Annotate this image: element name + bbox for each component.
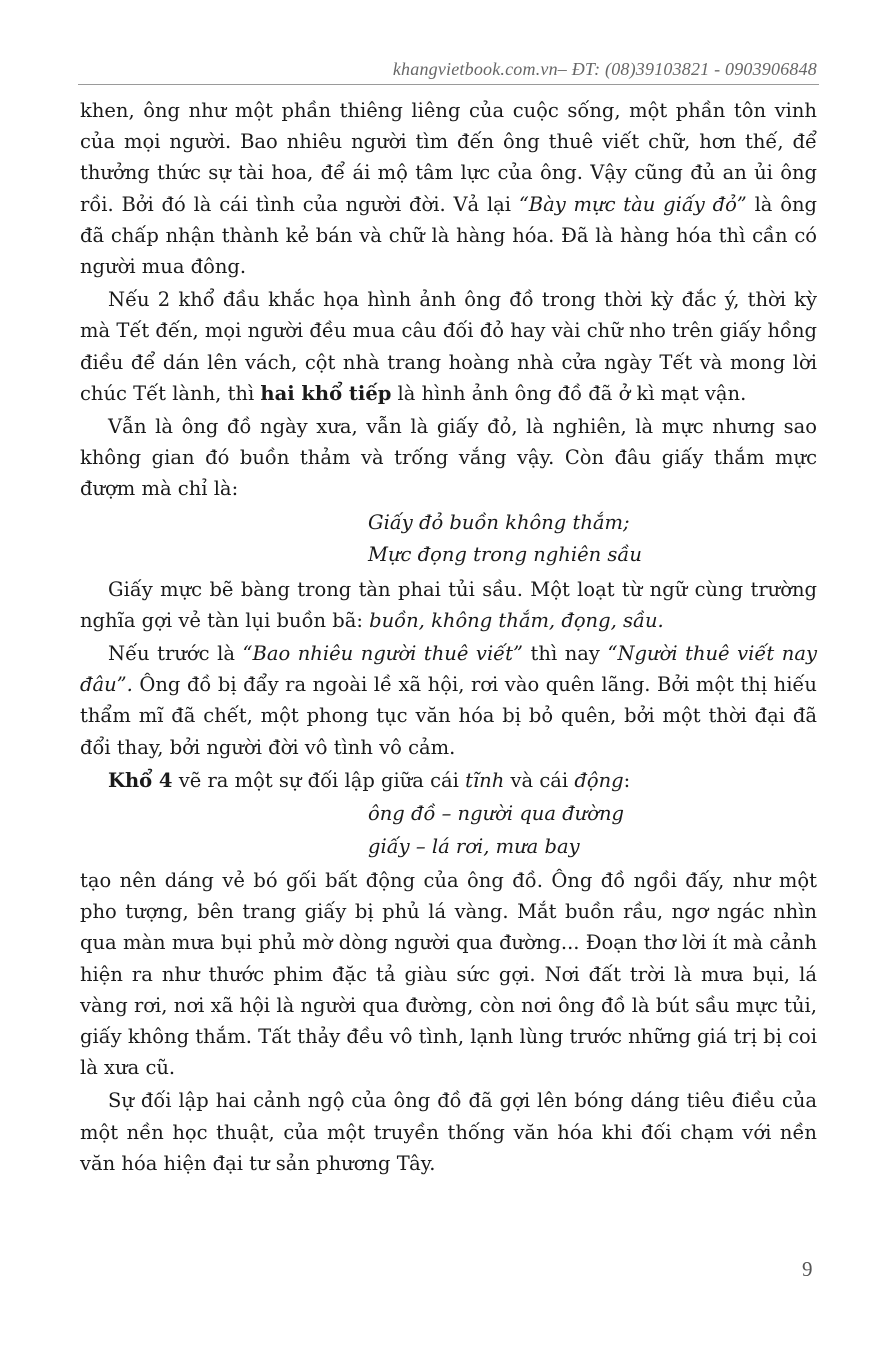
paragraph-5-mid: thì nay [523,642,608,666]
paragraph-4-text: Giấy mực bẽ bàng trong tàn phai tủi sầu. Một loạt từ ngữ cùng trường nghĩa gợi vẻ tàn lụi buồn bã: [80,577,817,632]
paragraph-4 [80,574,817,636]
paragraph-2 [80,284,817,409]
paragraph-6-bold: Khổ 4 [108,768,173,792]
paragraph-5 [80,638,817,763]
paragraph-1-text: khen, ông như một phần thiêng liêng của cuộc sống, một phần tôn vinh của mọi người. Bao nhiêu người tìm đến ông thuê viết chữ, hơn thế, để thưởng thức sự tài hoa, để ái mộ tâm lực của ông. Vậy cũng đủ an ủi ông rồi. Bởi đó là cái tình của người đời. Vả lại [80,99,817,216]
paragraph-3: Vẫn là ông đồ ngày xưa, vẫn là giấy đỏ, là nghiên, là mực nhưng sao không gian đó buồn thảm và trống vắng vậy. Còn đâu giấy thắm mực đượm mà chỉ là: [80,415,817,501]
paragraph-6-italic-2: động [574,768,624,792]
paragraph-7: tạo nên dáng vẻ bó gối bất động của ông đồ. Ông đồ ngồi đấy, như một pho tượng, bên trang giấy bị phủ lá vàng. Mắt buồn rầu, ngơ ngác nhìn qua màn mưa bụi phủ mờ dòng người qua đường... Đoạn thơ lời ít mà cảnh hiện ra như thước phim đặc tả giàu sức gợi. Nơi đất trời là mưa bụi, lá vàng rơi, nơi xã hội là người qua đường, còn nơi ông đồ là bút sầu mực tủi, giấy không thắm. Tất thảy đều vô tình, lạnh lùng trước những giá trị bị coi là xưa cũ. [80,869,817,1080]
paragraph-2-bold: hai khổ tiếp [260,381,392,405]
verse-2-line-2: giấy – lá rơi, mưa bay [368,834,580,858]
paragraph-2-text: Nếu 2 khổ đầu khắc họa hình ảnh ông đồ trong thời kỳ đắc ý, thời kỳ mà Tết đến, mọi người đều mua câu đối đỏ hay vài chữ nho trên giấy hồng điều để dán lên vách, cột nhà trang hoàng nhà cửa ngày Tết và mong lời chúc Tết lành, thì [80,288,817,405]
paragraph-5-text: Nếu trước là [108,642,243,666]
paragraph-1-end: là ông đã chấp nhận thành kẻ bán và chữ là hàng hóa. Đã là hàng hóa thì cần có người mua đông. [80,192,817,279]
paragraph-2-end: là hình ảnh ông đồ đã ở kì mạt vận. [391,381,747,405]
verse-1-line-2: Mực đọng trong nghiên sầu [368,543,642,567]
verse-block-1 [80,507,817,572]
page-header [78,58,819,85]
paragraph-6-end: : [623,768,631,792]
verse-2-line-1: ông đồ – người qua đường [368,802,625,826]
header-publisher-contact: khangvietbook.com.vn– ĐT: (08)39103821 - 0903906848 [392,59,817,79]
paragraph-1 [80,95,817,282]
paragraph-6-italic-1: tĩnh [465,768,505,792]
page-body [80,95,817,1181]
verse-block-2 [80,798,817,863]
paragraph-6-and: và cái [504,768,575,792]
paragraph-8: Sự đối lập hai cảnh ngộ của ông đồ đã gợi lên bóng dáng tiêu điều của một nền học thuật, của một truyền thống văn hóa khi đối chạm với nền văn hóa hiện đại tư sản phương Tây. [80,1089,817,1175]
page-number: 9 [802,1257,813,1281]
paragraph-6-mid: vẽ ra một sự đối lập giữa cái [172,768,466,792]
paragraph-5-quote-1: “Bao nhiêu người thuê viết” [242,642,523,666]
verse-1-line-1: Giấy đỏ buồn không thắm; [368,510,630,534]
paragraph-6 [80,765,817,796]
paragraph-5-quote-2: “Người thuê viết nay đâu”. [80,642,817,697]
paragraph-4-italic: buồn, không thắm, đọng, sầu. [369,608,664,632]
paragraph-1-quote: “Bày mực tàu giấy đỏ” [518,192,747,216]
paragraph-5-end: Ông đồ bị đẩy ra ngoài lề xã hội, rơi vào quên lãng. Bởi một thị hiếu thẩm mĩ đã chết, một phong tục văn hóa bị bỏ quên, bởi một thời đại đã đổi thay, bởi người đời vô tình vô cảm. [80,673,817,759]
